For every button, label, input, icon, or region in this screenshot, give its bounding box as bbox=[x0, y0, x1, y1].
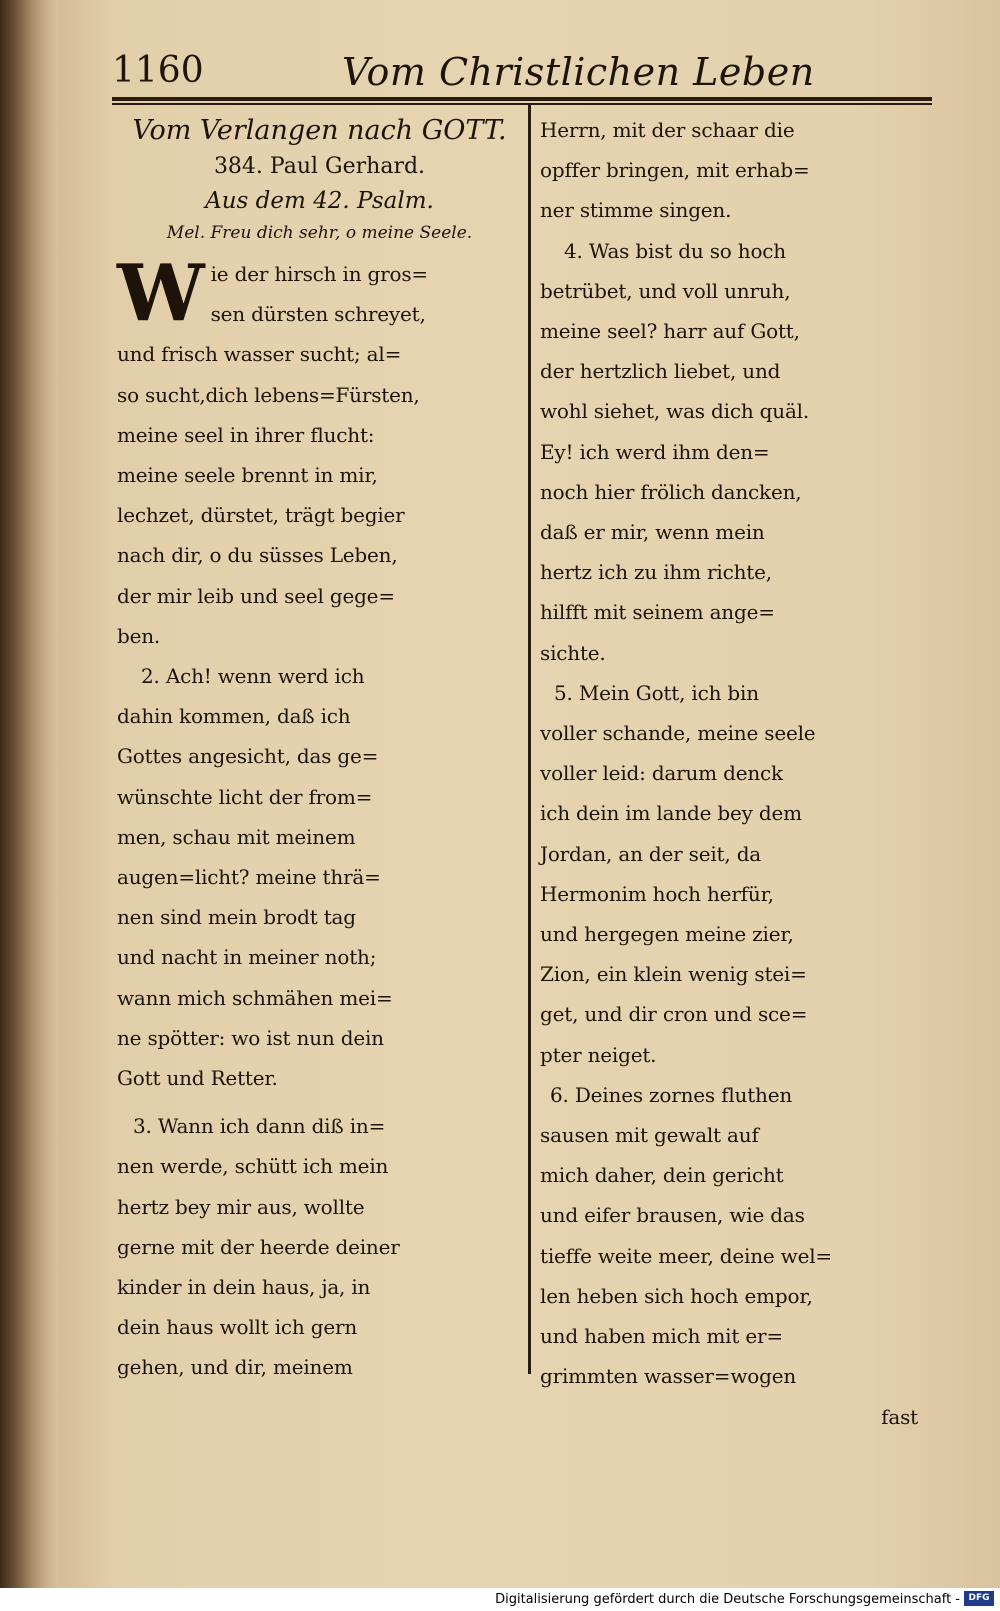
text-line: meine seel? harr auf Gott, bbox=[540, 319, 800, 344]
text-line: noch hier frölich dancken, bbox=[540, 479, 802, 504]
text-line: opffer bringen, mit erhab= bbox=[540, 158, 810, 183]
text-line: betrübet, und voll unruh, bbox=[540, 278, 791, 303]
page-header bbox=[112, 50, 932, 102]
book-spine-edge bbox=[0, 0, 58, 1588]
text-line: gerne mit der heerde deiner bbox=[117, 1234, 400, 1259]
text-line: 5. Mein Gott, ich bin bbox=[554, 680, 759, 705]
text-line: Gottes angesicht, das ge= bbox=[117, 744, 379, 769]
hymn-melody: Mel. Freu dich sehr, o meine Seele. bbox=[166, 223, 473, 243]
text-line: ie der hirsch in gros= bbox=[210, 262, 428, 286]
text-line: ich dein im lande bey dem bbox=[540, 801, 802, 826]
text-line: meine seele brennt in mir, bbox=[117, 463, 378, 488]
text-line: Hermonim hoch herfür, bbox=[540, 881, 774, 906]
left-text-body bbox=[117, 248, 522, 1388]
footer-credit: Digitalisierung gefördert durch die Deutsche Forschungsgemeinschaft - bbox=[495, 1592, 960, 1607]
text-line: 4. Was bist du so hoch bbox=[564, 238, 786, 263]
right-text-body bbox=[540, 110, 932, 1437]
text-line: ne spötter: wo ist nun dein bbox=[117, 1025, 384, 1050]
text-line: hertz bey mir aus, wollte bbox=[117, 1194, 365, 1219]
text-line: hilfft mit seinem ange= bbox=[540, 600, 775, 625]
left-column bbox=[117, 108, 522, 1388]
hymn-number-author: 384. Paul Gerhard. bbox=[213, 154, 426, 179]
text-line: Zion, ein klein wenig stei= bbox=[540, 962, 807, 987]
text-line: hertz ich zu ihm richte, bbox=[540, 560, 772, 585]
text-line: gehen, und dir, meinem bbox=[117, 1355, 353, 1380]
text-line: tieffe weite meer, deine wel= bbox=[540, 1243, 832, 1268]
text-line: nach dir, o du süsses Leben, bbox=[117, 543, 398, 568]
text-line: wann mich schmähen mei= bbox=[117, 985, 393, 1010]
column-divider bbox=[528, 104, 531, 1374]
text-line: dahin kommen, daß ich bbox=[117, 704, 351, 729]
text-line: Gott und Retter. bbox=[117, 1066, 278, 1091]
text-line: augen=licht? meine thrä= bbox=[117, 865, 381, 890]
text-line: dein haus wollt ich gern bbox=[117, 1315, 358, 1340]
text-line: ner stimme singen. bbox=[540, 198, 732, 223]
text-line: voller schande, meine seele bbox=[540, 721, 816, 746]
dfg-logo-icon: DFG bbox=[964, 1591, 994, 1606]
text-line: Ey! ich werd ihm den= bbox=[540, 439, 770, 464]
text-line: daß er mir, wenn mein bbox=[540, 520, 765, 545]
page-number: 1160 bbox=[112, 50, 204, 91]
text-line: sichte. bbox=[540, 640, 606, 665]
text-line: und nacht in meiner noth; bbox=[117, 945, 377, 970]
text-line: der mir leib und seel gege= bbox=[117, 583, 395, 608]
text-line: und haben mich mit er= bbox=[540, 1324, 783, 1349]
text-line: get, und dir cron und sce= bbox=[540, 1002, 808, 1027]
text-line: wohl siehet, was dich quäl. bbox=[540, 399, 810, 424]
running-title: Vom Christlichen Leben bbox=[342, 50, 815, 94]
text-line: und frisch wasser sucht; al= bbox=[117, 342, 402, 367]
text-line: kinder in dein haus, ja, in bbox=[117, 1275, 371, 1300]
text-line: 6. Deines zornes fluthen bbox=[550, 1082, 793, 1107]
text-line: sen dürsten schreyet, bbox=[210, 302, 426, 327]
text-line: nen sind mein brodt tag bbox=[117, 905, 356, 930]
text-line: lechzet, dürstet, trägt begier bbox=[117, 503, 405, 528]
text-line: Herrn, mit der schaar die bbox=[540, 118, 795, 142]
text-line: so sucht,dich lebens=Fürsten, bbox=[117, 382, 420, 407]
text-line: 3. Wann ich dann diß in= bbox=[133, 1114, 386, 1139]
text-line: ben. bbox=[117, 623, 161, 648]
text-line: sausen mit gewalt auf bbox=[540, 1123, 759, 1148]
text-line: pter neiget. bbox=[540, 1042, 657, 1067]
digitization-footer bbox=[0, 1588, 1000, 1611]
text-line: meine seel in ihrer flucht: bbox=[117, 422, 375, 447]
section-title: Vom Verlangen nach GOTT. bbox=[132, 115, 507, 146]
text-line: der hertzlich liebet, und bbox=[540, 359, 781, 384]
text-line: mich daher, dein gericht bbox=[540, 1163, 784, 1188]
hymn-source: Aus dem 42. Psalm. bbox=[205, 188, 434, 214]
text-line: wünschte licht der from= bbox=[117, 784, 373, 809]
header-rule-thin bbox=[112, 103, 932, 105]
text-line: 2. Ach! wenn werd ich bbox=[141, 664, 365, 689]
text-line: und hergegen meine zier, bbox=[540, 922, 794, 947]
right-column bbox=[540, 108, 932, 1437]
text-line: voller leid: darum denck bbox=[540, 761, 783, 786]
text-line: grimmten wasser=wogen bbox=[540, 1364, 797, 1389]
catchword: fast bbox=[881, 1404, 918, 1429]
header-rule bbox=[112, 97, 932, 101]
text-line: und eifer brausen, wie das bbox=[540, 1203, 805, 1228]
text-line: len heben sich hoch empor, bbox=[540, 1283, 813, 1308]
text-line: men, schau mit meinem bbox=[117, 824, 356, 849]
text-line: nen werde, schütt ich mein bbox=[117, 1154, 389, 1179]
text-line: Jordan, an der seit, da bbox=[540, 841, 762, 866]
drop-initial: W bbox=[117, 248, 205, 339]
